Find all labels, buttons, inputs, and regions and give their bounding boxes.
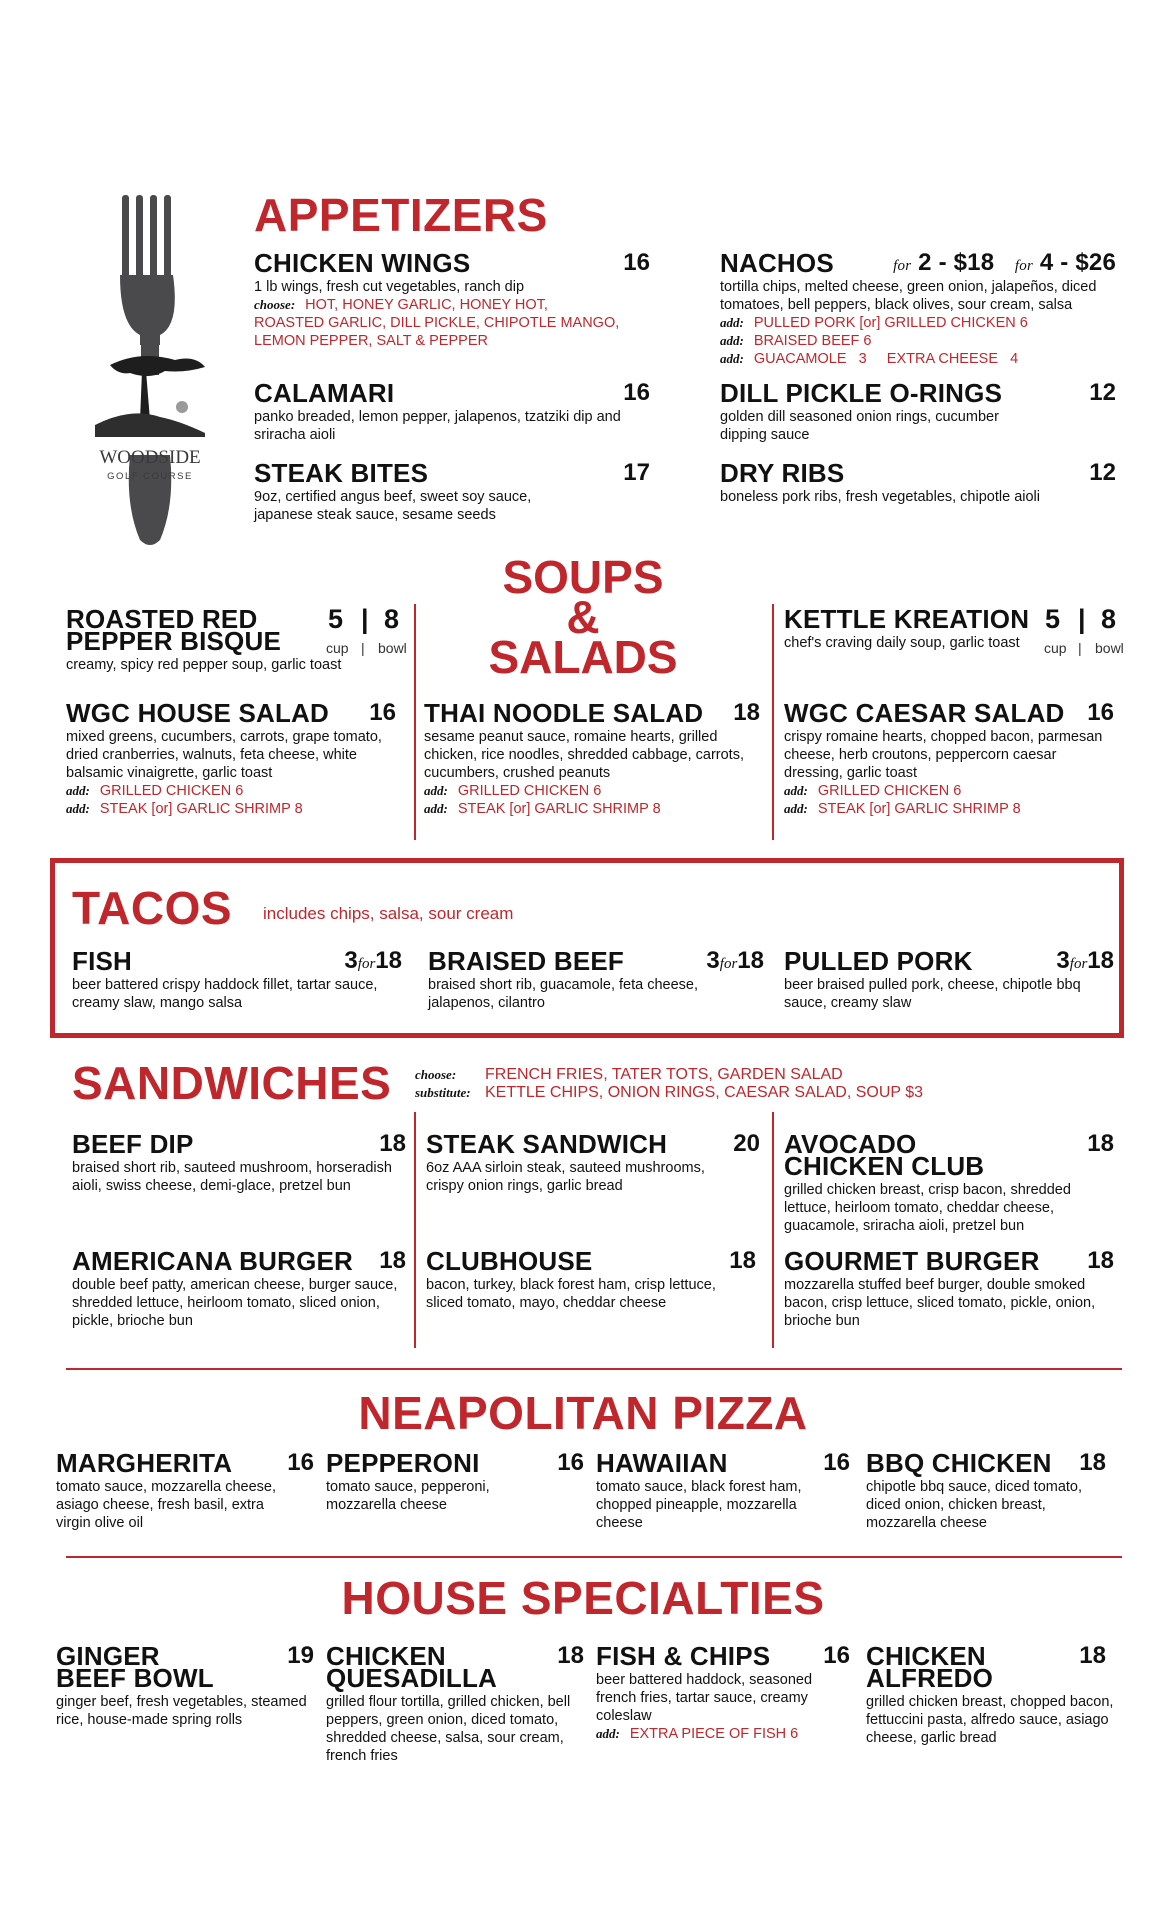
item-price: 18 xyxy=(1087,947,1114,974)
fork-logo xyxy=(80,195,220,555)
separator: | xyxy=(1078,604,1086,634)
menu-item-roasted-red-pepper-bisque xyxy=(66,604,411,674)
item-desc: bacon, turkey, black forest ham, crisp lettuce, sliced tomato, mayo, cheddar cheese xyxy=(426,1277,716,1311)
add-option: STEAK [or] GARLIC SHRIMP 8 xyxy=(457,801,661,817)
item-name: BBQ CHICKEN xyxy=(866,1448,1052,1478)
menu-item-fish-and-chips xyxy=(596,1641,850,1743)
menu-item-dry-ribs xyxy=(720,458,1116,506)
item-price: 18 xyxy=(729,1247,756,1274)
menu-item-hawaiian xyxy=(596,1448,850,1532)
item-name: BEEF DIP xyxy=(72,1129,194,1159)
choose-options: LEMON PEPPER, SALT & PEPPER xyxy=(254,333,488,349)
add-label: add: xyxy=(66,801,90,816)
item-name: DRY RIBS xyxy=(720,458,845,488)
item-price: 18 xyxy=(733,699,760,726)
menu-item-beef-dip xyxy=(72,1129,406,1195)
item-name: HAWAIIAN xyxy=(596,1448,728,1478)
item-desc: braised short rib, guacamole, feta cheese, jalapenos, cilantro xyxy=(428,977,699,1011)
item-price: 18 xyxy=(1087,1247,1114,1274)
choose-options: ROASTED GARLIC, DILL PICKLE, CHIPOTLE MANGO, xyxy=(254,315,620,331)
choose-label: choose: xyxy=(415,1067,457,1082)
item-desc: chef's craving daily soup, garlic toast xyxy=(784,635,1020,651)
item-desc: ginger beef, fresh vegetables, steamed rice, house-made spring rolls xyxy=(56,1694,307,1728)
section-divider xyxy=(66,1368,1122,1370)
menu-item-bbq-chicken xyxy=(866,1448,1106,1532)
item-name: MARGHERITA xyxy=(56,1448,233,1478)
menu-item-chicken-quesadilla xyxy=(326,1641,584,1765)
item-desc: mozzarella stuffed beef burger, double smoked bacon, crisp lettuce, sliced tomato, pickle, onion, brioche bun xyxy=(784,1277,1096,1329)
tacos-note: includes chips, salsa, sour cream xyxy=(263,904,514,923)
item-price: 16 xyxy=(823,1449,850,1476)
menu-item-wgc-caesar-salad xyxy=(784,698,1114,818)
add-option: BRAISED BEEF 6 xyxy=(753,333,872,349)
for-label: for xyxy=(1014,258,1033,274)
item-desc: 1 lb wings, fresh cut vegetables, ranch dip xyxy=(254,279,525,295)
logo-sub: GOLF COURSE xyxy=(107,471,193,482)
choose-label: choose: xyxy=(254,297,296,312)
item-name: CHICKEN xyxy=(866,1641,986,1671)
add-option: GUACAMOLE 3 EXTRA CHEESE 4 xyxy=(753,351,1019,367)
cup-label: cup xyxy=(326,640,349,656)
menu-item-thai-noodle-salad xyxy=(424,698,760,818)
cup-price: 5 xyxy=(328,604,344,634)
item-price: 18 xyxy=(1087,1130,1114,1157)
divider xyxy=(414,1112,416,1348)
divider xyxy=(772,1112,774,1348)
item-name: PULLED PORK xyxy=(784,946,973,976)
separator: | xyxy=(361,640,365,656)
soups-salads-title xyxy=(458,551,708,683)
menu-item-steak-bites xyxy=(254,458,650,524)
title-line: & xyxy=(566,591,600,643)
menu-item-pepperoni xyxy=(326,1448,584,1514)
item-name: GINGER xyxy=(56,1641,160,1671)
item-name: ROASTED RED xyxy=(66,604,258,634)
add-label: add: xyxy=(66,783,90,798)
menu-item-margherita xyxy=(56,1448,314,1532)
item-name: STEAK BITES xyxy=(254,458,429,488)
item-desc: crispy romaine hearts, chopped bacon, parmesan cheese, herb croutons, peppercorn caesar dressing, garlic toast xyxy=(784,729,1103,781)
substitute-label: substitute: xyxy=(415,1085,471,1100)
for-label: for xyxy=(357,956,376,972)
item-desc: chipotle bbq sauce, diced tomato, diced onion, chicken breast, mozzarella cheese xyxy=(866,1479,1083,1531)
item-price: 18 xyxy=(1079,1642,1106,1669)
add-option: STEAK [or] GARLIC SHRIMP 8 xyxy=(99,801,303,817)
menu-item-steak-sandwich xyxy=(426,1129,760,1195)
item-price: 19 xyxy=(287,1642,314,1669)
add-option: GRILLED CHICKEN 6 xyxy=(817,783,962,799)
bowl-price: 8 xyxy=(1101,604,1117,634)
item-desc: tomato sauce, pepperoni, mozzarella cheese xyxy=(326,1479,490,1513)
item-name: ALFREDO xyxy=(866,1663,994,1693)
item-desc: double beef patty, american cheese, burger sauce, shredded lettuce, heirloom tomato, sliced onion, pickle, brioche bun xyxy=(72,1277,398,1329)
item-desc: boneless pork ribs, fresh vegetables, chipotle aioli xyxy=(720,489,1040,505)
item-desc: sesame peanut sauce, romaine hearts, grilled chicken, rice noodles, shredded cabbage, carrots, cucumbers, crushed peanuts xyxy=(424,729,744,781)
divider xyxy=(772,604,774,840)
add-label: add: xyxy=(424,783,448,798)
item-price: 18 xyxy=(379,1130,406,1157)
menu-item-avocado-chicken-club xyxy=(784,1129,1114,1235)
choose-options: FRENCH FRIES, TATER TOTS, GARDEN SALAD xyxy=(485,1066,843,1083)
item-name: NACHOS xyxy=(720,248,834,278)
menu-item-wgc-house-salad xyxy=(66,698,396,818)
add-label: add: xyxy=(720,315,744,330)
item-name: WGC HOUSE SALAD xyxy=(66,698,329,728)
item-desc: tomato sauce, black forest ham, chopped pineapple, mozzarella cheese xyxy=(596,1479,802,1531)
item-name: CHICKEN WINGS xyxy=(254,248,471,278)
add-option: GRILLED CHICKEN 6 xyxy=(99,783,244,799)
item-desc: braised short rib, sauteed mushroom, horseradish aioli, swiss cheese, demi-glace, pretzel bun xyxy=(72,1160,392,1194)
add-label: add: xyxy=(596,1726,620,1741)
title-line: SALADS xyxy=(488,631,678,683)
tacos-title: TACOS xyxy=(72,882,233,934)
item-name: CALAMARI xyxy=(254,378,395,408)
item-desc: mixed greens, cucumbers, carrots, grape tomato, dried cranberries, walnuts, feta cheese, white balsamic vinaigrette, garlic toast xyxy=(66,729,382,781)
cup-label: cup xyxy=(1044,640,1067,656)
taco-qty: 3 xyxy=(706,947,720,974)
item-name: CHICKEN xyxy=(326,1641,446,1671)
item-name: FISH xyxy=(72,946,133,976)
item-name: GOURMET BURGER xyxy=(784,1246,1040,1276)
item-price: 4 - $26 xyxy=(1039,249,1116,276)
item-desc: grilled chicken breast, chopped bacon, fettuccini pasta, alfredo sauce, asiago cheese, garlic bread xyxy=(866,1694,1114,1746)
substitute-options: KETTLE CHIPS, ONION RINGS, CAESAR SALAD, SOUP $3 xyxy=(485,1084,924,1101)
item-name: STEAK SANDWICH xyxy=(426,1129,668,1159)
bowl-label: bowl xyxy=(378,640,407,656)
add-option: PULLED PORK [or] GRILLED CHICKEN 6 xyxy=(753,315,1028,331)
taco-qty: 3 xyxy=(344,947,358,974)
for-label: for xyxy=(893,258,912,274)
item-price: 12 xyxy=(1089,379,1116,406)
item-price: 18 xyxy=(379,1247,406,1274)
item-desc: 6oz AAA sirloin steak, sauteed mushrooms, crispy onion rings, garlic bread xyxy=(426,1160,705,1194)
menu-item-ginger-beef-bowl xyxy=(56,1641,314,1729)
item-desc: tomato sauce, mozzarella cheese, asiago cheese, fresh basil, extra virgin olive oil xyxy=(56,1479,277,1531)
item-price: 16 xyxy=(557,1449,584,1476)
menu-item-nachos xyxy=(720,248,1116,368)
bowl-label: bowl xyxy=(1095,640,1124,656)
item-desc: beer battered crispy haddock fillet, tartar sauce, creamy slaw, mango salsa xyxy=(72,977,378,1011)
item-name: KETTLE KREATION xyxy=(784,604,1030,634)
bowl-price: 8 xyxy=(384,604,400,634)
choose-options: HOT, HONEY GARLIC, HONEY HOT, xyxy=(305,297,548,313)
add-label: add: xyxy=(720,333,744,348)
item-name: AVOCADO xyxy=(784,1129,917,1159)
item-name: BRAISED BEEF xyxy=(428,946,624,976)
item-name: THAI NOODLE SALAD xyxy=(424,698,704,728)
specialties-title: HOUSE SPECIALTIES xyxy=(341,1572,825,1624)
item-price: 12 xyxy=(1089,459,1116,486)
item-price: 16 xyxy=(623,249,650,276)
add-label: add: xyxy=(424,801,448,816)
menu-item-calamari xyxy=(254,378,650,444)
item-price: 16 xyxy=(1087,699,1114,726)
item-desc: panko breaded, lemon pepper, jalapenos, tzatziki dip and sriracha aioli xyxy=(254,409,621,443)
menu-item-clubhouse xyxy=(426,1246,756,1312)
logo-name: WOODSIDE xyxy=(99,447,201,468)
item-price: 16 xyxy=(287,1449,314,1476)
taco-qty: 3 xyxy=(1056,947,1070,974)
add-label: add: xyxy=(784,783,808,798)
divider xyxy=(414,604,416,840)
item-price: 17 xyxy=(623,459,650,486)
add-option: EXTRA PIECE OF FISH 6 xyxy=(629,1726,799,1742)
item-name: CLUBHOUSE xyxy=(426,1246,593,1276)
separator: | xyxy=(1078,640,1082,656)
item-price: 16 xyxy=(823,1642,850,1669)
appetizers-title: APPETIZERS xyxy=(254,189,548,241)
item-desc: 9oz, certified angus beef, sweet soy sauce, japanese steak sauce, sesame seeds xyxy=(254,489,532,523)
item-desc: tortilla chips, melted cheese, green onion, jalapeños, diced tomatoes, bell peppers, black olives, sour cream, salsa xyxy=(720,279,1097,313)
item-desc: beer braised pulled pork, cheese, chipotle bbq sauce, creamy slaw xyxy=(784,977,1081,1011)
sides-options xyxy=(415,1066,923,1102)
tree-icon xyxy=(95,356,205,437)
menu-item-kettle-kreation xyxy=(784,604,1129,656)
item-price: 18 xyxy=(557,1642,584,1669)
item-price: 2 - $18 xyxy=(918,249,995,276)
add-option: STEAK [or] GARLIC SHRIMP 8 xyxy=(817,801,1021,817)
item-name: QUESADILLA xyxy=(326,1663,497,1693)
item-name: DILL PICKLE O-RINGS xyxy=(720,378,1003,408)
item-price: 16 xyxy=(623,379,650,406)
sandwiches-title: SANDWICHES xyxy=(72,1057,392,1109)
for-label: for xyxy=(1069,956,1088,972)
menu-item-fish-tacos xyxy=(72,946,402,1012)
for-label: for xyxy=(719,956,738,972)
item-name: CHICKEN CLUB xyxy=(784,1151,985,1181)
item-price: 18 xyxy=(1079,1449,1106,1476)
item-desc: beer battered haddock, seasoned french fries, tartar sauce, creamy coleslaw xyxy=(596,1672,813,1724)
item-price: 16 xyxy=(369,699,396,726)
item-name: PEPPERONI xyxy=(326,1448,480,1478)
pizza-title: NEAPOLITAN PIZZA xyxy=(358,1387,808,1439)
menu-item-chicken-alfredo xyxy=(866,1641,1114,1747)
add-label: add: xyxy=(784,801,808,816)
separator: | xyxy=(361,604,369,634)
item-name: FISH & CHIPS xyxy=(596,1641,771,1671)
item-price: 18 xyxy=(737,947,764,974)
item-price: 20 xyxy=(733,1130,760,1157)
title-line: SOUPS xyxy=(502,551,664,603)
menu-item-gourmet-burger xyxy=(784,1246,1114,1330)
item-desc: grilled flour tortilla, grilled chicken, bell peppers, green onion, diced tomato, shredded cheese, salsa, sour cream, french fries xyxy=(326,1694,571,1764)
item-desc: golden dill seasoned onion rings, cucumber dipping sauce xyxy=(720,409,999,443)
item-desc: creamy, spicy red pepper soup, garlic toast xyxy=(66,657,342,673)
add-label: add: xyxy=(720,351,744,366)
item-name: AMERICANA BURGER xyxy=(72,1246,354,1276)
menu-item-braised-beef-tacos xyxy=(428,946,764,1012)
menu-item-americana-burger xyxy=(72,1246,406,1330)
menu-item-pulled-pork-tacos xyxy=(784,946,1114,1012)
add-option: GRILLED CHICKEN 6 xyxy=(457,783,602,799)
item-name: WGC CAESAR SALAD xyxy=(784,698,1065,728)
cup-price: 5 xyxy=(1045,604,1061,634)
item-name: PEPPER BISQUE xyxy=(66,626,281,656)
menu-item-chicken-wings xyxy=(254,248,650,350)
item-desc: grilled chicken breast, crisp bacon, shredded lettuce, heirloom tomato, cheddar cheese, guacamole, sriracha aioli, pretzel bun xyxy=(784,1182,1071,1234)
item-price: 18 xyxy=(375,947,402,974)
section-divider xyxy=(66,1556,1122,1558)
menu-item-dill-pickle-o-rings xyxy=(720,378,1116,444)
item-name: BEEF BOWL xyxy=(56,1663,214,1693)
